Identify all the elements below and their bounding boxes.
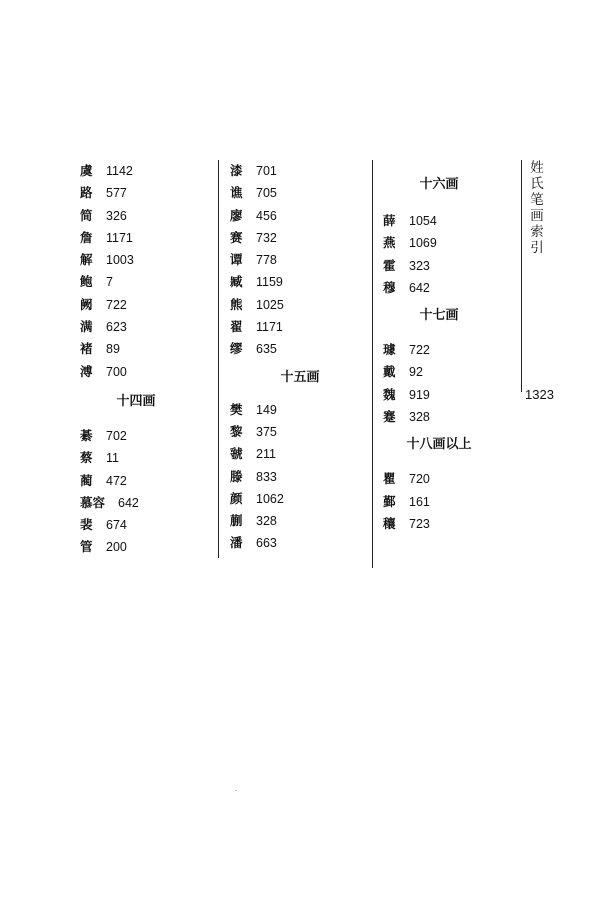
page-ref: 722	[409, 343, 430, 358]
page-ref: 7	[106, 275, 113, 290]
page-ref: 1171	[256, 320, 283, 335]
surname: 黎	[230, 423, 243, 439]
index-entry	[80, 361, 210, 383]
page-ref: 472	[106, 473, 127, 488]
page-ref: 705	[256, 186, 277, 201]
page-ref: 1159	[256, 275, 283, 290]
page-ref: 919	[409, 387, 430, 402]
page-ref: 833	[256, 469, 277, 484]
surname: 虞	[80, 163, 93, 178]
page-ref: 92	[409, 365, 423, 380]
title-char: 画	[530, 208, 544, 224]
index-entry	[230, 316, 360, 338]
surname: 蔺	[80, 472, 93, 488]
index-entry	[80, 425, 210, 447]
index-entry	[230, 399, 360, 421]
index-column-2	[230, 160, 360, 555]
surname: 解	[80, 252, 93, 268]
print-speck	[235, 790, 237, 791]
index-column-3	[383, 160, 515, 535]
index-entry	[80, 271, 210, 293]
surname: 满	[80, 319, 93, 335]
column-divider	[372, 160, 373, 568]
index-entry	[383, 210, 515, 232]
surname: 滕	[230, 468, 243, 484]
index-entry	[383, 468, 515, 490]
surname: 臧	[230, 274, 243, 290]
surname: 溥	[80, 363, 93, 379]
page-ref: 1171	[106, 230, 133, 245]
index-column-1	[80, 160, 210, 559]
page-ref: 456	[256, 208, 277, 223]
surname: 穆	[383, 279, 396, 295]
surname: 魏	[383, 386, 396, 402]
surname: 翟	[230, 319, 243, 335]
index-entry	[383, 361, 515, 383]
page-ref: 702	[106, 428, 127, 443]
surname: 綦	[80, 427, 93, 443]
index-entry	[230, 249, 360, 271]
surname: 瞿	[383, 471, 396, 487]
page-ref: 200	[106, 540, 127, 555]
title-char: 笔	[530, 192, 544, 208]
surname: 裴	[80, 517, 93, 533]
surname: 慕容	[80, 494, 106, 510]
index-entry	[230, 271, 360, 293]
page-number: 1323	[525, 387, 554, 402]
surname: 蹇	[383, 409, 396, 425]
page-ref: 89	[106, 342, 120, 357]
title-char: 姓	[530, 160, 544, 176]
surname: 熊	[230, 296, 243, 312]
page-ref: 732	[256, 230, 277, 245]
surname: 赛	[230, 229, 243, 245]
title-char: 氏	[530, 176, 544, 192]
stroke-heading: 十六画	[419, 177, 459, 192]
surname: 璩	[383, 342, 396, 358]
page-ref: 323	[409, 258, 430, 273]
surname: 穰	[383, 515, 396, 531]
index-entry	[80, 227, 210, 249]
surname: 简	[80, 207, 93, 223]
index-entry	[80, 316, 210, 338]
index-entry	[80, 249, 210, 271]
page-ref: 1142	[106, 164, 133, 178]
page-ref: 723	[409, 516, 430, 531]
index-entry	[80, 470, 210, 492]
page-ref: 642	[118, 495, 139, 510]
page-ref: 328	[409, 410, 430, 425]
surname: 霍	[383, 257, 396, 273]
index-entry	[230, 205, 360, 227]
page-ref: 722	[106, 297, 127, 312]
page-ref: 778	[256, 253, 277, 268]
page-ref: 1025	[256, 297, 284, 312]
index-entry	[80, 294, 210, 316]
surname: 颜	[230, 490, 243, 506]
index-entry	[80, 447, 210, 469]
index-entry	[383, 406, 515, 428]
surname: 谭	[230, 252, 243, 268]
surname: 詹	[80, 229, 93, 245]
index-entry	[230, 421, 360, 443]
page-ref: 1069	[409, 236, 437, 251]
page-ref: 1054	[409, 214, 437, 228]
index-entry	[80, 205, 210, 227]
surname: 路	[80, 185, 93, 201]
index-entry	[383, 277, 515, 299]
column-divider	[521, 160, 522, 392]
index-entry	[230, 294, 360, 316]
stroke-heading: 十八画以上	[406, 437, 472, 453]
surname: 谯	[230, 185, 243, 201]
index-entry	[383, 339, 515, 361]
surname: 漆	[230, 163, 243, 178]
index-entry	[230, 466, 360, 488]
surname: 鲍	[80, 274, 93, 290]
surname: 鄞	[383, 493, 396, 509]
running-title	[527, 160, 547, 256]
page-ref: 720	[409, 472, 430, 487]
index-entry	[80, 182, 210, 204]
index-entry	[230, 338, 360, 360]
page-ref: 700	[106, 364, 127, 379]
index-entry	[230, 160, 360, 182]
index-entry	[383, 513, 515, 535]
page-ref: 11	[106, 451, 119, 466]
page-ref: 326	[106, 208, 127, 223]
index-entry	[230, 227, 360, 249]
surname: 蒯	[230, 513, 243, 529]
index-entry	[383, 232, 515, 254]
page-ref: 328	[256, 514, 277, 529]
title-char: 引	[530, 240, 544, 256]
surname: 褚	[80, 341, 93, 357]
page-ref: 149	[256, 402, 277, 417]
stroke-heading: 十五画	[280, 369, 320, 385]
index-entry	[230, 488, 360, 510]
index-entry	[230, 510, 360, 532]
page-ref: 1062	[256, 491, 284, 506]
index-entry	[80, 514, 210, 536]
page-ref: 375	[256, 424, 277, 439]
surname: 虢	[230, 446, 243, 462]
page-ref: 642	[409, 280, 430, 295]
surname: 管	[80, 539, 93, 555]
index-entry	[383, 255, 515, 277]
surname: 廖	[230, 207, 243, 223]
surname: 樊	[230, 401, 243, 417]
title-char: 索	[530, 224, 544, 240]
page-ref: 663	[256, 536, 277, 551]
stroke-heading: 十四画	[116, 393, 156, 409]
page-ref: 623	[106, 320, 127, 335]
column-divider	[218, 160, 219, 558]
page-ref: 1003	[106, 253, 134, 268]
index-entry	[383, 491, 515, 513]
surname: 缪	[230, 341, 243, 357]
page-ref: 161	[409, 494, 430, 509]
page-ref: 674	[106, 518, 127, 533]
index-entry	[230, 532, 360, 554]
page-ref: 635	[256, 342, 277, 357]
surname: 戴	[383, 364, 396, 380]
index-entry	[80, 536, 210, 558]
page-ref: 577	[106, 186, 127, 201]
index-entry	[383, 384, 515, 406]
index-entry	[80, 338, 210, 360]
index-entry	[80, 492, 210, 514]
page-ref: 211	[256, 447, 276, 462]
surname: 薛	[383, 213, 396, 228]
surname: 阙	[80, 296, 93, 312]
index-entry	[80, 160, 210, 182]
index-entry	[230, 182, 360, 204]
surname: 蔡	[80, 450, 93, 466]
page-ref: 701	[256, 164, 277, 178]
surname: 燕	[383, 235, 396, 251]
index-entry	[230, 443, 360, 465]
stroke-heading: 十七画	[419, 308, 459, 324]
surname: 潘	[230, 535, 243, 551]
